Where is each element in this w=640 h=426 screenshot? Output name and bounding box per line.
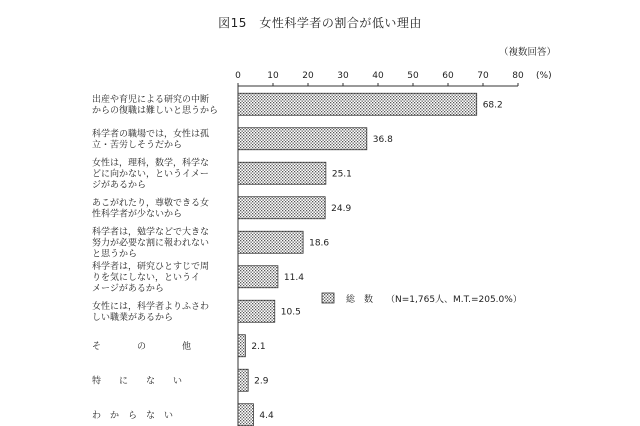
category-label: [92, 410, 173, 421]
x-tick-label: 60: [442, 71, 454, 81]
bar: [238, 197, 325, 219]
value-label: 36.8: [372, 134, 393, 145]
legend-sample-note: （N=1,765人、M.T.=205.0%）: [386, 295, 522, 305]
category-label-line: 科学者は，勉学などで大きな: [92, 227, 210, 238]
x-tick-label: 30: [337, 71, 349, 81]
category-label-line: 特 に な い: [92, 376, 183, 387]
category-label: [92, 196, 209, 219]
x-tick-label: 10: [267, 71, 279, 81]
category-label: [92, 260, 209, 294]
x-tick-label: 0: [235, 71, 241, 81]
x-tick-label: 80: [512, 71, 524, 81]
category-label: [92, 127, 209, 150]
value-label: 2.9: [254, 376, 269, 387]
value-label: 25.1: [331, 169, 352, 180]
value-label: 11.4: [283, 272, 304, 283]
bar: [238, 93, 477, 115]
multiple-answer-note: （複数回答）: [498, 47, 556, 58]
unit-label: (%): [536, 71, 552, 81]
category-label-line: 科学者の職場では，女性は孤: [92, 129, 210, 140]
bar: [238, 231, 303, 253]
bar: [238, 300, 275, 322]
category-label-line: りを気にしない，というイ: [92, 272, 201, 283]
category-label: [92, 340, 191, 352]
value-label: 2.1: [251, 341, 266, 352]
category-label-line: どに向かない，というイメー: [92, 169, 209, 180]
category-label-line: 出産や育児による研究の中断: [92, 94, 210, 105]
category-label-line: 努力が必要な割に報われない: [92, 238, 210, 249]
category-label-line: 女性は，理科，数学，科学な: [92, 158, 210, 169]
value-label: 18.6: [309, 238, 330, 249]
category-label-line: しい職業があるから: [92, 312, 174, 323]
category-label: [92, 156, 209, 190]
bar: [238, 266, 278, 288]
bar: [238, 162, 326, 184]
category-label-line: ジがあるから: [92, 180, 147, 191]
value-label: 24.9: [331, 203, 352, 214]
category-label: [92, 225, 209, 259]
category-label-line: 性科学者が少ないから: [92, 209, 183, 220]
x-tick-label: 20: [302, 71, 314, 81]
category-label: [92, 93, 218, 116]
x-tick-label: 70: [477, 71, 489, 81]
bar: [238, 369, 248, 391]
value-label: 10.5: [280, 307, 301, 318]
value-label: 68.2: [482, 100, 503, 111]
bar: [238, 128, 367, 150]
bar: [238, 404, 253, 426]
category-label-line: あこがれたり，尊敬できる女: [92, 198, 210, 209]
value-label: 4.4: [259, 410, 274, 421]
chart-title: 図15 女性科学者の割合が低い理由: [218, 16, 422, 30]
category-label-line: わ か ら な い: [92, 410, 174, 421]
legend-swatch: [322, 293, 334, 303]
category-label-line: 科学者は，研究ひとすじで周: [92, 261, 210, 272]
category-label-line: そ の 他: [92, 341, 192, 352]
category-label: [92, 300, 209, 323]
category-label-line: からの復職は難しいと思うから: [92, 105, 219, 116]
category-label: [92, 374, 182, 386]
bar: [238, 335, 245, 357]
legend-series-name: 総 数: [346, 295, 374, 305]
x-tick-label: 50: [407, 71, 419, 81]
category-label-line: 女性には，科学者よりふさわ: [92, 301, 210, 312]
category-label-line: と思うから: [92, 249, 138, 260]
category-label-line: メージがあるから: [92, 283, 164, 294]
x-tick-label: 40: [372, 71, 384, 81]
category-label-line: 立・苦労しそうだから: [92, 140, 183, 151]
